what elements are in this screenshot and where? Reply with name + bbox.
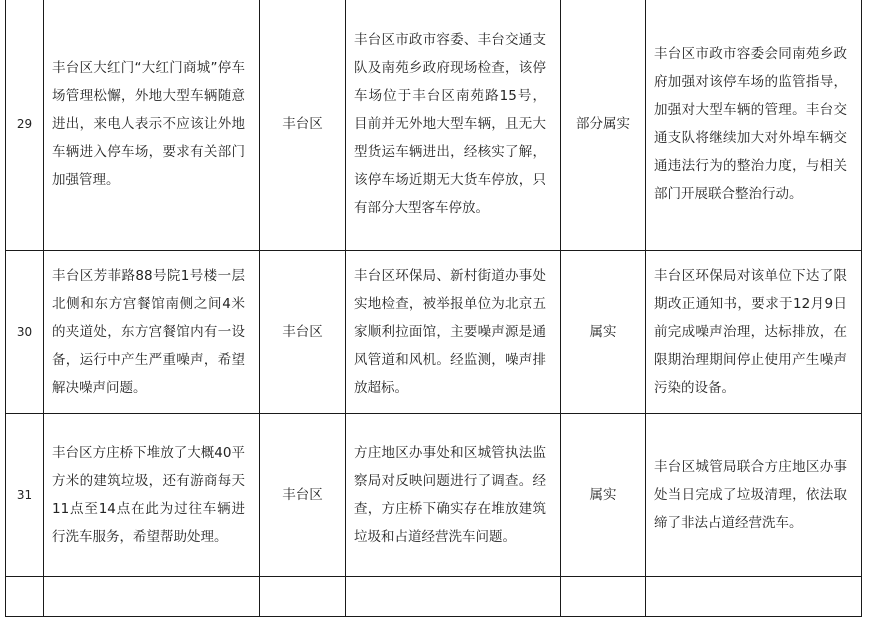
district-cell: 丰台区 — [260, 251, 346, 414]
complaint-text: 丰台区大红门“大红门商城”停车场管理松懈，外地大型车辆随意进出，来电人表示不应该让外地车辆进入停车场，要求有关部门加强管理。 — [44, 0, 260, 251]
table-row — [6, 251, 862, 414]
verification-result: 属实 — [561, 251, 646, 414]
district-cell: 丰台区 — [260, 0, 346, 251]
verification-result: 部分属实 — [561, 0, 646, 251]
empty-cell — [346, 577, 561, 617]
empty-cell — [646, 577, 862, 617]
table-row — [6, 0, 862, 251]
complaints-table — [5, 0, 862, 617]
row-number: 30 — [6, 251, 44, 414]
complaint-text: 丰台区方庄桥下堆放了大概40平方米的建筑垃圾，还有游商每天11点至14点在此为过往车辆进行洗车服务，希望帮助处理。 — [44, 414, 260, 577]
district-cell: 丰台区 — [260, 414, 346, 577]
investigation-text: 方庄地区办事处和区城管执法监察局对反映问题进行了调查。经查，方庄桥下确实存在堆放建筑垃圾和占道经营洗车问题。 — [346, 414, 561, 577]
investigation-text: 丰台区环保局、新村街道办事处实地检查，被举报单位为北京五家顺利拉面馆，主要噪声源是通风管道和风机。经监测，噪声排放超标。 — [346, 251, 561, 414]
handling-text: 丰台区环保局对该单位下达了限期改正通知书，要求于12月9日前完成噪声治理，达标排放，在限期治理期间停止使用产生噪声污染的设备。 — [646, 251, 862, 414]
handling-text: 丰台区市政市容委会同南苑乡政府加强对该停车场的监管指导，加强对大型车辆的管理。丰台交通支队将继续加大对外埠车辆交通违法行为的整治力度，与相关部门开展联合整治行动。 — [646, 0, 862, 251]
complaint-text: 丰台区芳菲路88号院1号楼一层北侧和东方宫餐馆南侧之间4米的夹道处，东方宫餐馆内有一设备，运行中产生严重噪声，希望解决噪声问题。 — [44, 251, 260, 414]
table-row — [6, 414, 862, 577]
row-number: 29 — [6, 0, 44, 251]
empty-cell — [561, 577, 646, 617]
handling-text: 丰台区城管局联合方庄地区办事处当日完成了垃圾清理，依法取缔了非法占道经营洗车。 — [646, 414, 862, 577]
table-row-partial — [6, 577, 862, 617]
empty-cell — [44, 577, 260, 617]
investigation-text: 丰台区市政市容委、丰台交通支队及南苑乡政府现场检查，该停车场位于丰台区南苑路15号，目前并无外地大型车辆，且无大型货运车辆进出，经核实了解，该停车场近期无大货车停放，只有部分大型客车停放。 — [346, 0, 561, 251]
row-number: 31 — [6, 414, 44, 577]
verification-result: 属实 — [561, 414, 646, 577]
empty-cell — [260, 577, 346, 617]
empty-cell — [6, 577, 44, 617]
